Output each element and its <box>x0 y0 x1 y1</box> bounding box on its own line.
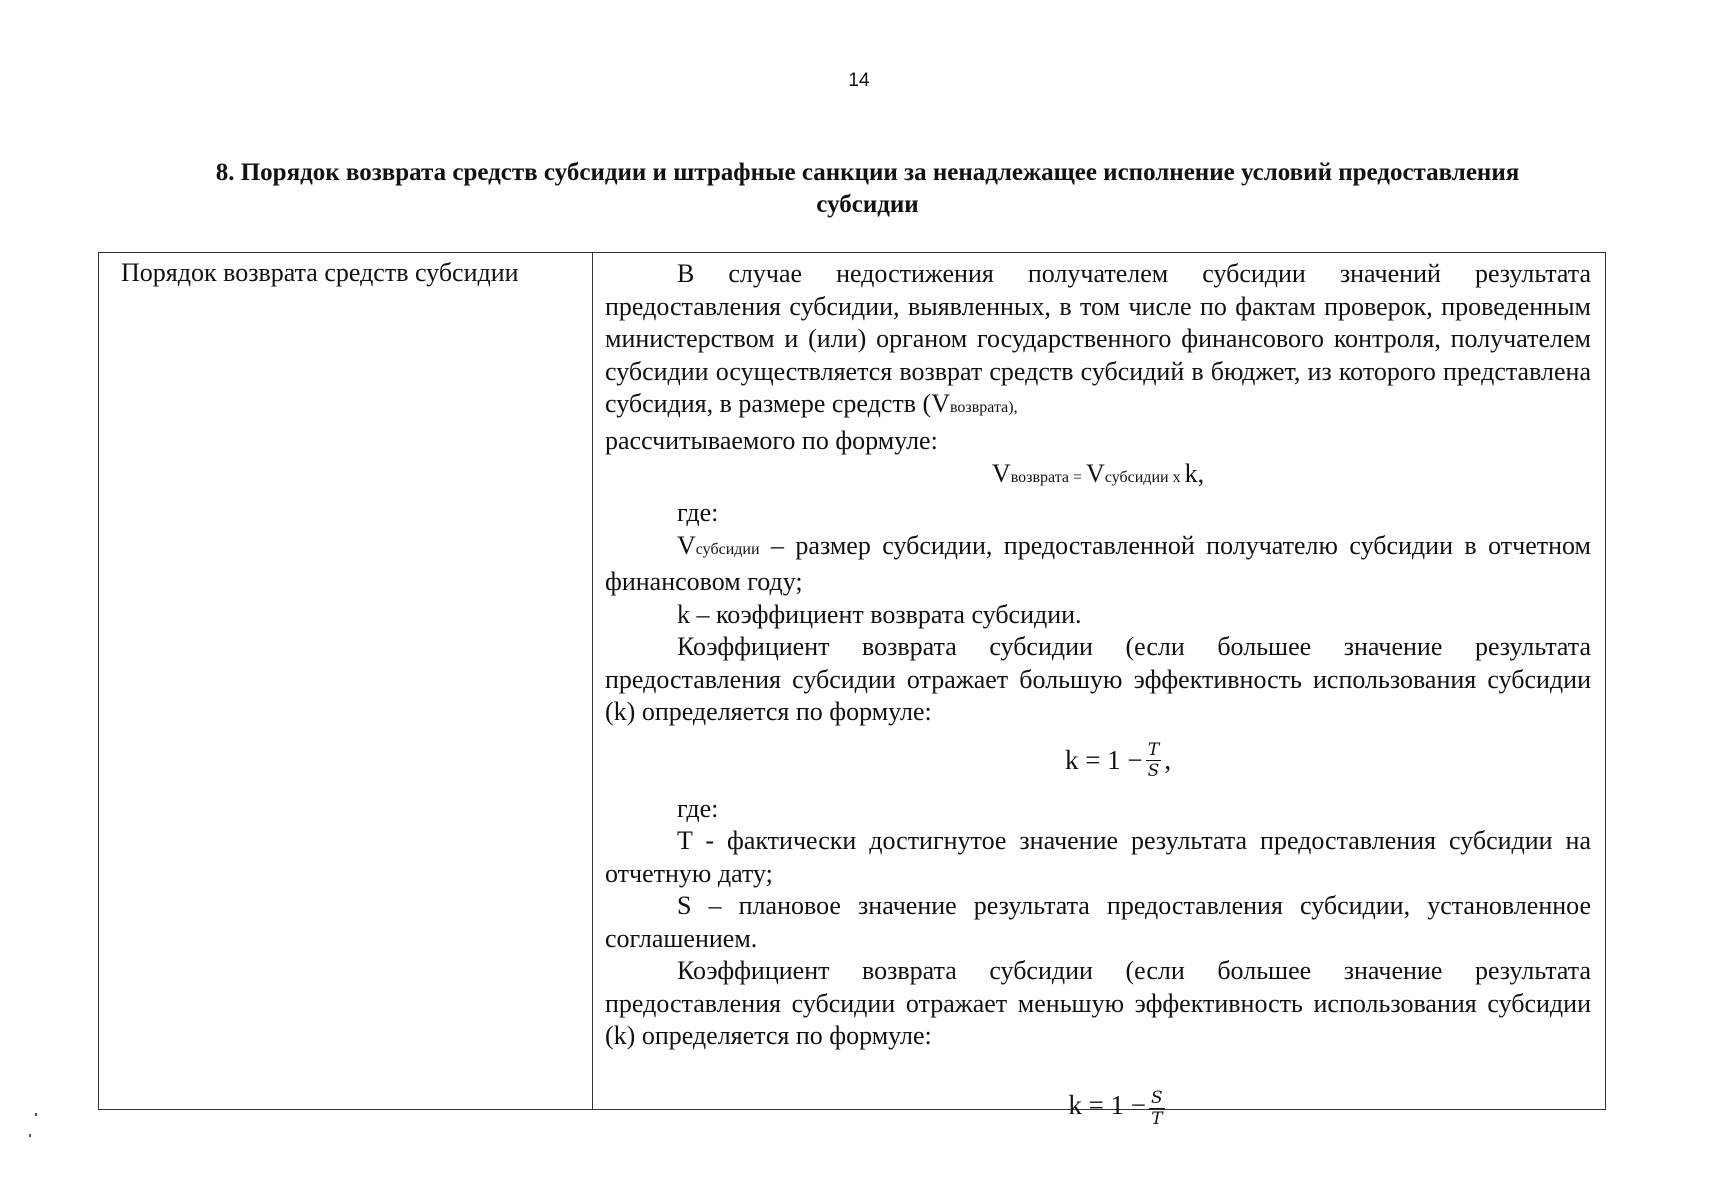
coefficient-formula-t-over-s <box>645 729 1591 793</box>
fraction-numerator: T <box>1147 740 1160 760</box>
paragraph-coefficient-less-effective: Коэффициент возврата субсидии (если большее значение результата предоставления субсидии отражает меньшую эффективность использования субсидии (k) определяется по формуле: <box>605 956 1591 1050</box>
fraction-s-over-t <box>1149 1089 1165 1128</box>
p1-text: В случае недостижения получателем субсидии значений результата предоставления субсидии, выявленных, в том числе по фактам проверок, проведенным министерством и (или) органом государственного финансового контроля, получателем субсидии осуществляется возврат средств субсидий в бюджет, из которого представлена субсидия, в размере средств (V <box>605 259 1591 418</box>
def-v-text: – размер субсидии, предоставленной получателю субсидии в отчетном финансовом году; <box>605 530 1591 596</box>
formula-times: x <box>1168 469 1185 486</box>
fraction-numerator: S <box>1151 1087 1163 1108</box>
formula-v-subsidy: V <box>1086 459 1105 488</box>
paragraph-formula-intro: рассчитываемого по формуле: <box>605 425 938 455</box>
formula-equals: = <box>1069 469 1087 486</box>
formula-v-return-sub: возврата <box>1010 469 1069 486</box>
coefficient-formula-s-over-t <box>645 1081 1591 1149</box>
formula2-lhs: k = <box>1064 745 1101 776</box>
formula-v-subsidy-sub: субсидии <box>1104 469 1169 486</box>
p1-subscript: возврата <box>949 399 1009 416</box>
spacer <box>605 1053 1591 1081</box>
formula-v-return: V <box>991 459 1011 488</box>
paragraph-coefficient-greater-effective: Коэффициент возврата субсидии (если большее значение результата предоставления субсидии отражает большую эффективность использования субсидии (k) определяется по формуле: <box>605 632 1591 726</box>
table-left-cell <box>99 253 593 1109</box>
fraction-denominator: S <box>1147 761 1160 781</box>
section-title: 8. Порядок возврата средств субсидии и штрафные санкции за ненадлежащее исполнение условий предоставления субсидии <box>215 159 1520 218</box>
scan-speck <box>35 1113 37 1116</box>
where-label-1: где: <box>677 498 719 527</box>
definition-s: S – плановое значение результата предоставления субсидии, установленное соглашением. <box>605 891 1591 953</box>
table-right-cell <box>593 253 1605 1129</box>
document-table <box>98 252 1606 1129</box>
definition-t: T - фактически достигнутое значение результата предоставления субсидии на отчетную дату; <box>605 826 1591 888</box>
formula3-lhs: k = 1 − <box>1068 1089 1147 1120</box>
page-number: 14 <box>848 70 870 91</box>
fraction-denominator: T <box>1151 1108 1163 1129</box>
def-v-sub: субсидии <box>695 540 760 558</box>
scan-speck <box>29 1134 31 1137</box>
definition-k: k – коэффициент возврата субсидии. <box>677 599 1082 629</box>
paragraph-return-conditions <box>605 258 1591 425</box>
where-label-2: где: <box>677 793 719 823</box>
definition-v-subsidy <box>605 530 1591 599</box>
formula2-one-minus: 1 − <box>1107 745 1143 776</box>
p1-end: ), <box>1008 399 1018 416</box>
def-v-letter: V <box>677 530 696 560</box>
return-procedure-label: Порядок возврата средств субсидии <box>121 258 519 287</box>
formula-k: k, <box>1184 459 1205 488</box>
return-amount-formula <box>605 459 1591 493</box>
fraction-t-over-s <box>1146 741 1162 780</box>
formula2-end: , <box>1164 745 1172 776</box>
